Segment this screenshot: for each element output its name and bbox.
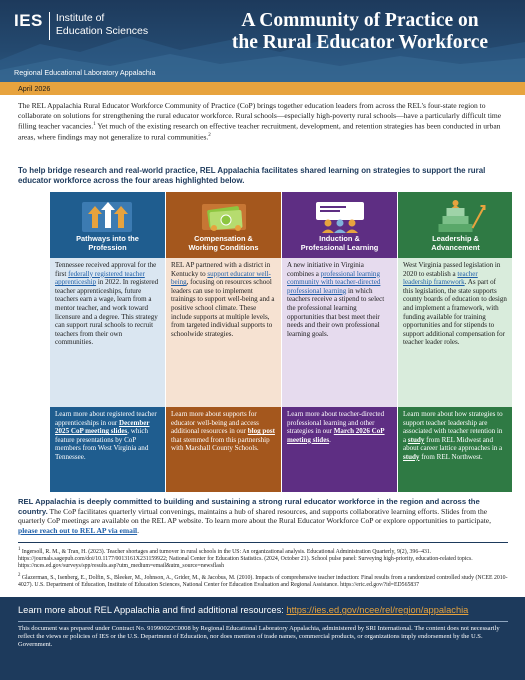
people-icon [282, 198, 397, 234]
blog-post-link[interactable]: blog post [247, 427, 275, 436]
reference-item: $^1$ Ingersoll, R. M., & Tran, H. (2023). Teacher shortages and turnover in rural schools in the US: An organizational analysis. Educational Administration Quarterly, 9(2), 396–431. https://journals.sagepub.com/doi/10.1177/0013161X231159922; National Center for Education Statistics. (2024, October 21). School pulse panel: Surveying high-priority, education-related topics. https://nces.ed.gov/surveys/spp/results.asp?utm_medium=email&utm_source=newsflash [18, 547, 473, 570]
column-header [50, 192, 165, 258]
email-link[interactable]: please reach out to REL AP via email [18, 525, 138, 535]
intro-paragraph: The REL Appalachia Rural Educator Workforce Community of Practice (CoP) brings together education leaders from across the REL's four-state region to collaborate on solutions for strengthening the rural educator workforce. Rural schools—especially high-poverty rural schools—have a particularly difficult time filling teacher vacancies.$^1$ Yet much of the existing research on effective teacher recruitment, development, and retention strategies has been conducted in urban areas, where findings may not generalize to rural communities.$^2$ [18, 101, 502, 142]
learn-more-line: Learn more about REL Appalachia and find additional resources: https://ies.ed.gov/ncee/rel/region/appalachia [18, 605, 469, 615]
wellbeing-link[interactable]: support educator well-being [171, 269, 271, 287]
disclaimer: This document was prepared under Contract No. 91990022C0008 by Regional Educational Laboratory Appalachia, administered by SRI International. The content does not necessarily reflect the views or policies of IES or the U.S. Department of Education, nor does mention of trade names, commercial products, or organizations imply endorsement by the U.S. Government. [18, 625, 500, 649]
column-compensation [166, 192, 281, 492]
column-title: Pathways into the Profession [76, 234, 139, 252]
references [18, 546, 508, 590]
page-footer [0, 597, 525, 680]
ladder-icon [398, 198, 513, 234]
rel-midwest-study-link[interactable]: study [407, 435, 425, 444]
footnote-ref-2[interactable]: 2 [208, 133, 211, 139]
logo-divider [49, 12, 50, 40]
column-induction [282, 192, 397, 492]
column-header [282, 192, 397, 258]
column-body: REL AP partnered with a district in Kentucky to support educator well-being, focusing on resources school leaders can use to implement trainings to support well-being and a positive school climate. These include supports at multiple levels, from targeted individual supports to schoolwide strategies. [166, 258, 281, 407]
column-footer: Learn more about teacher-directed professional learning and other strategies in our March 2026 CoP meeting slides. [282, 407, 397, 492]
column-body: West Virginia passed legislation in 2020 to establish a teacher leadership framework. As part of this legislation, the state supports county boards of education to design and implement a framework, with funding available for training opportunities and for stipends to support additional compensation for teacher leader roles. [398, 258, 512, 407]
logo-abbr: IES [14, 11, 43, 30]
footnote-ref-1[interactable]: 1 [93, 122, 96, 128]
rel-name: Regional Educational Laboratory Appalachia [14, 68, 156, 77]
lead-paragraph: To help bridge research and real-world practice, REL Appalachia facilitates shared learning on strategies to support the rural educator workforce across the four areas highlighted below. [18, 166, 486, 185]
rel-northwest-study-link[interactable]: study [403, 452, 420, 461]
column-title: Leadership & Advancement [431, 234, 480, 252]
march-slides-link[interactable]: March 2026 CoP meeting slides [287, 427, 385, 444]
december-slides-link[interactable]: December 2025 CoP meeting slides [55, 418, 150, 436]
footer-divider [18, 621, 508, 622]
column-footer: Learn more about supports for educator well-being and access additional resources in our blog post that stemmed from this partnership with Marshall County Schools. [166, 407, 281, 492]
ies-logo [14, 12, 148, 40]
focus-areas [50, 192, 512, 492]
column-pathways [50, 192, 165, 492]
leadership-framework-link[interactable]: teacher leadership framework [403, 269, 478, 287]
column-footer: Learn more about how strategies to support teacher leadership are associated with teacher retention in a study from REL Midwest and about career lattice approaches in a study from REL Northwest. [398, 407, 512, 492]
apprenticeship-link[interactable]: federally registered teacher apprenticeship [55, 269, 145, 287]
divider [18, 542, 508, 543]
column-header [398, 192, 512, 258]
page-header [0, 0, 525, 82]
reference-item: $^2$ Glazerman, S., Isenberg, E., Dolfin, S., Bleeker, M., Johnson, A., Grider, M., & Jacobus, M. (2010). Impacts of comprehensive teacher induction: Final results from a randomized controlled study (NCEE 2010-4027). U.S. Department of Education, Institute of Education Sciences, National Center for Education Evaluation and Regional Assistance. https://eric.ed.gov/?id=ED565837 [18, 572, 508, 588]
page-title: A Community of Practice on the Rural Educator Workforce [231, 10, 489, 53]
column-header [166, 192, 281, 258]
rel-appalachia-link[interactable]: https://ies.ed.gov/ncee/rel/region/appalachia [286, 605, 469, 615]
arrows-up-icon [50, 198, 165, 234]
column-leadership [398, 192, 512, 492]
plc-link[interactable]: professional learning community with teacher-directed professional learning [287, 269, 381, 295]
column-title: Compensation & Working Conditions [188, 234, 259, 252]
date-band: April 2026 [0, 82, 525, 95]
column-body: A new initiative in Virginia combines a professional learning community with teacher-directed professional learning in which teachers receive a stipend to select the professional learning opportunities that best meet their needs and their own professional learning goals. [282, 258, 397, 407]
logo-name: Institute of Education Sciences [55, 12, 149, 37]
money-icon [166, 198, 281, 234]
column-footer: Learn more about registered teacher apprenticeships in our December 2025 CoP meeting slides, which feature presentations by CoP members from West Virginia and Tennessee. [50, 407, 165, 492]
closing-paragraph: REL Appalachia is deeply committed to building and sustaining a strong rural educator workforce in the region and across the country. The CoP facilitates quarterly virtual convenings, maintains a hub of shared resources, and supports collaborative learning efforts. Slides from the quarterly CoP meetings are available on the REL AP website. To learn more about the Rural Educator Workforce CoP or explore opportunities to participate, please reach out to REL AP via email. [18, 497, 491, 535]
column-title: Induction & Professional Learning [300, 234, 379, 252]
column-body: Tennessee received approval for the first federally registered teacher apprenticeship in 2022. In registered teacher apprenticeships, future teachers earn a wage, learn from a mentor teacher, and work toward licensure and a degree. This strategy can support rural schools to recruit teachers from their own communities. [50, 258, 165, 407]
